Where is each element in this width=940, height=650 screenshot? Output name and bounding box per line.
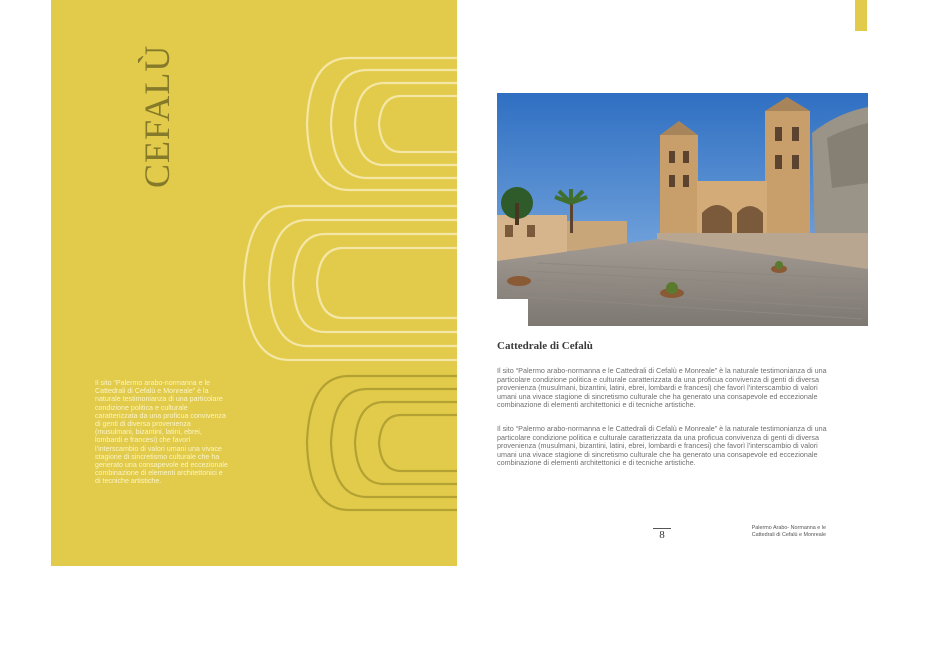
corner-accent-tab [855,0,867,31]
footer-running-title: Palermo Arabo- Normanna e le Cattedrali di Cefalù e Monreale [751,525,826,538]
body-paragraph-2: Il sito “Palermo arabo-normanna e le Cattedrali di Cefalù e Monreale” è la naturale testimonianza di una particolare condizione politica e culturale caratterizzata da una proficua convivenza di genti di diversa provenienza (musulmani, bizantini, latini, ebrei, lombardi e francesi) che favorì l’interscambio di valori umani una vivace stagione di sincretismo culturale che ha generato una consapevole ed eccezionale combinazione di elementi architettonici e di tecniche artistiche. [497,424,827,468]
left-body-text: Il sito “Palermo arabo-normanna e le Cattedrali di Cefalù e Monreale” è la naturale testimonianza di una particolare condizione politica e culturale caratterizzata da una proficua convivenza di genti di diversa provenienza (musulmani, bizantini, latini, ebrei, lombardi e francesi) che favorì l’interscambio di valori umani una vivace stagione di sincretismo culturale che ha generato una consapevole ed eccezionale combinazione di elementi architettonici e di tecniche artistiche. [95,379,228,486]
vertical-page-title: CEFALÙ [137,44,177,188]
body-paragraph-1: Il sito “Palermo arabo-normanna e le Cattedrali di Cefalù e Monreale” è la naturale testimonianza di una particolare condizione politica e culturale caratterizzata da una proficua convivenza di genti di diversa provenienza (musulmani, bizantini, latini, ebrei, lombardi e francesi) che favorì l’interscambio di valori umani una vivace stagione di sincretismo culturale che ha generato una consapevole ed eccezionale combinazione di elementi architettonici e di tecniche artistiche. [497,366,827,410]
cathedral-photo [497,93,868,326]
cathedral-illustration [497,93,868,326]
photo-corner-notch [497,299,528,327]
section-title: Cattedrale di Cefalù [497,340,593,352]
left-page-panel [51,0,457,566]
page-number: 8 [659,529,665,541]
